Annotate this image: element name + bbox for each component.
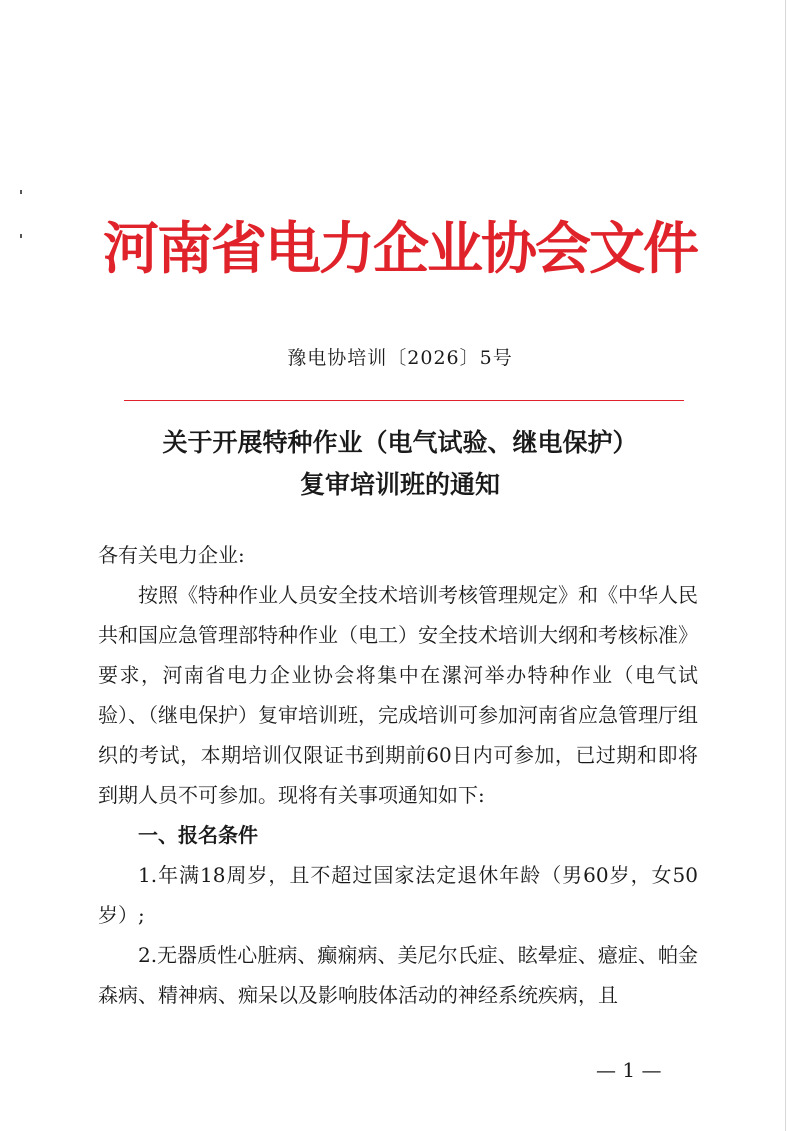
scan-speck [20,190,22,194]
scan-edge-line [785,0,786,1131]
intro-paragraph: 按照《特种作业人员安全技术培训考核管理规定》和《中华人民共和国应急管理部特种作业（电工）安全技术培训大纲和考核标准》要求，河南省电力企业协会将集中在漯河举办特种作业（电气试验）、（继电保护）复审培训班，完成培训可参加河南省应急管理厅组织的考试，本期培训仅限证书到期前60日内可参加，已过期和即将到期人员不可参加。现将有关事项通知如下: [98,583,698,807]
org-header-title: 河南省电力企业协会文件 [103,217,697,282]
notice-title-line1: 关于开展特种作业（电气试验、继电保护） [162,428,638,457]
notice-title [0,422,800,506]
salutation: 各有关电力企业: [98,543,245,567]
condition-item-1: 1.年满18周岁，且不超过国家法定退休年龄（男60岁，女50岁）; [98,863,698,927]
red-divider-line [124,400,684,401]
page-number: — 1 — [596,1058,662,1082]
section-heading-registration: 一、报名条件 [138,823,258,847]
condition-item-2: 2.无器质性心脏病、癫痫病、美尼尔氏症、眩晕症、癔症、帕金森病、精神病、痴呆以及影响肢体活动的神经系统疾病，且 [98,943,698,1007]
notice-title-line2: 复审培训班的通知 [299,470,500,499]
notice-body [98,535,698,1015]
document-number: 豫电协培训〔2026〕5号 [287,347,513,369]
